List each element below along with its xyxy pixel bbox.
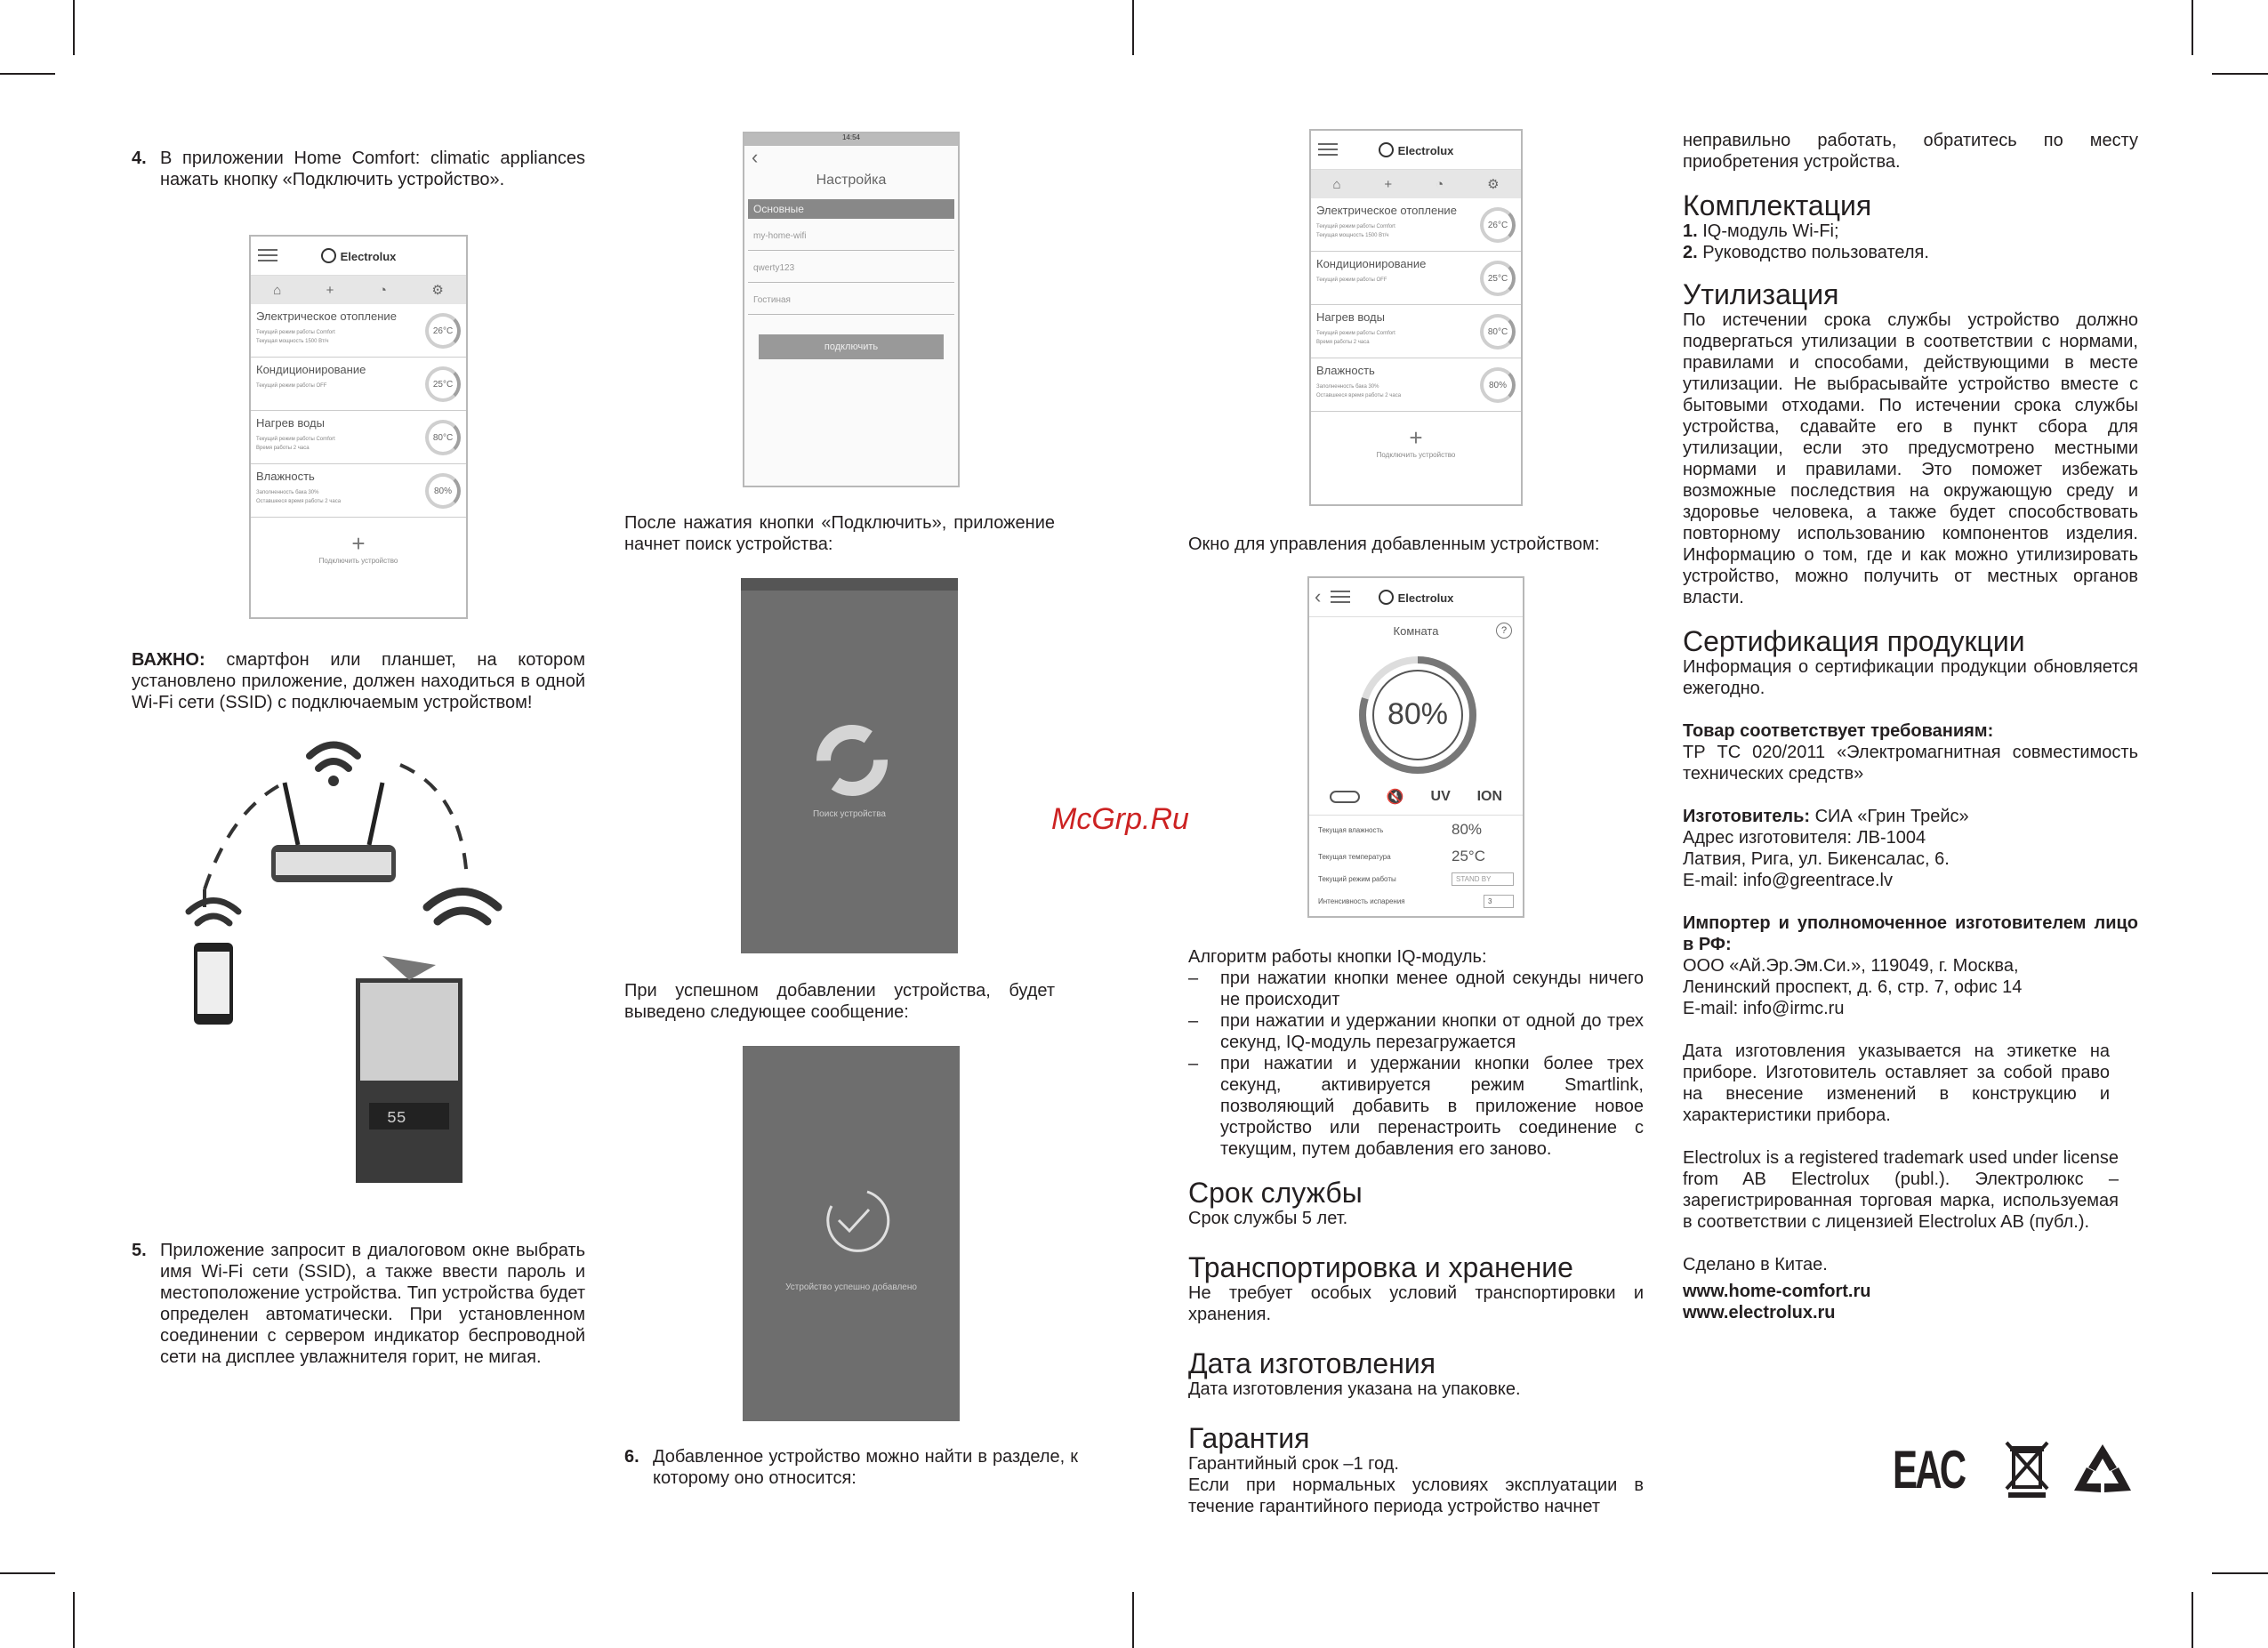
device-row-ac[interactable]: Кондиционирование Текущий режим работы OFF 25°C: [1311, 252, 1521, 305]
crop-mark: [73, 0, 75, 55]
service-life-text: Срок службы 5 лет.: [1188, 1209, 1348, 1228]
humidifier-display: 55: [387, 1110, 406, 1128]
kit-item: 2. Руководство пользователя.: [1683, 243, 1929, 262]
spinner-icon: [812, 720, 892, 800]
crop-mark: [0, 73, 55, 75]
device-params: Текущая влажность 80% Текущая температура 25°C Текущий режим работы STAND BY Интенсивность испарения 3: [1309, 815, 1523, 913]
kit-item: 1. IQ-модуль Wi-Fi;: [1683, 221, 1839, 241]
made-in-china: Сделано в Китае.: [1683, 1255, 1828, 1274]
control-toolbar: [1316, 788, 1516, 806]
brand-logo: Electrolux: [321, 248, 397, 263]
crop-mark: [0, 1572, 55, 1574]
step-4-number: 4.: [132, 149, 147, 168]
app-screen-searching: [741, 578, 958, 953]
humidifier-illustration: [356, 956, 462, 1183]
chart-icon[interactable]: ◔: [378, 282, 387, 298]
app-screen-success: [743, 1046, 960, 1421]
url-home-comfort[interactable]: www.home-comfort.ru: [1683, 1282, 1871, 1301]
manufacture-date-heading: Дата изготовления: [1188, 1347, 1436, 1379]
back-icon[interactable]: ‹: [752, 146, 759, 168]
trademark-note: Electrolux is a registered trademark used under license from AB Electrolux (publ.). Электролюкс – зарегистрированная торговая марка, используемая в соответствии с лицензией Electrolux AB (публ.).: [1683, 1148, 2119, 1232]
eac-mark: EAC: [1893, 1440, 1965, 1499]
lock-toggle-icon[interactable]: [1330, 791, 1360, 803]
crop-mark: [1132, 1592, 1134, 1648]
manufacturer-city: Латвия, Рига, ул. Бикенсалас, 6.: [1683, 849, 1950, 869]
disposal-text: По истечении срока службы устройство должно подвергаться утилизации в соответствии с нормами, правилами и способами, действующими в месте утилизации. Не выбрасывайте устройство вместе с бытовыми отходами. По истечении срока службы устройства, сдавайте его в пункт сбора для утилизации, если это предусмотрено местными нормами и правилами. Это поможет избежать возможные последствия на окружающую среду и здоровье человека, а также будет способствовать повторному использованию компонентов изделия. Информацию о том, где и как можно утилизировать устройство, можно получить от местных органов власти.: [1683, 310, 2138, 607]
checkmark-icon: [814, 1179, 894, 1259]
chart-icon[interactable]: ◔: [1436, 176, 1444, 192]
wifi-icon: [427, 892, 498, 922]
app-screen-device-list-added: [1309, 129, 1523, 506]
manufacturer-address: Адрес изготовителя: ЛВ-1004: [1683, 828, 1926, 848]
home-icon[interactable]: ⌂: [1332, 176, 1341, 192]
menu-icon[interactable]: [1318, 143, 1338, 156]
room-input[interactable]: Гостиная: [748, 283, 954, 315]
warranty-continued: неправильно работать, обратитесь по месту приобретения устройства.: [1683, 131, 2138, 172]
service-life-section: [1188, 1178, 1644, 1517]
manufacture-date-text: Дата изготовления указана на упаковке.: [1188, 1379, 1521, 1399]
add-device-label[interactable]: Подключить устройство: [318, 557, 398, 565]
wifi-icon: [310, 745, 358, 769]
add-icon[interactable]: +: [326, 282, 334, 298]
section-basic: Основные: [748, 199, 954, 219]
manufacturer-email: E-mail: info@greentrace.lv: [1683, 871, 1893, 890]
app-screen-device-list: [249, 235, 468, 619]
step-5-text: Приложение запросит в диалоговом окне выбрать имя Wi-Fi сети (SSID), а также ввести пароль и местоположение устройства. Тип устройства будет определен автоматически. При установленном соединении с сервером индикатор беспроводной сети на дисплее увлажнителя горит, не мигая.: [160, 1241, 585, 1367]
kit-heading: Комплектация: [1683, 189, 1872, 221]
device-row-ac[interactable]: Кондиционирование Текущий режим работы OFF 25°C: [251, 358, 466, 411]
help-icon[interactable]: ?: [1496, 623, 1512, 639]
wifi-connection-illustration: [178, 729, 516, 1210]
gear-icon[interactable]: ⚙: [1487, 177, 1500, 192]
disposal-heading: Утилизация: [1683, 278, 1839, 310]
device-row-heating[interactable]: Электрическое отопление Текущий режим работы Comfort Текущая мощность 1500 Вт/ч 26°C: [1311, 198, 1521, 252]
gear-icon[interactable]: ⚙: [431, 283, 444, 298]
algorithm-title: Алгоритм работы кнопки IQ-модуль:: [1188, 947, 1487, 967]
crop-mark: [2192, 0, 2193, 55]
mute-icon[interactable]: 🔇: [1386, 790, 1404, 805]
smartphone-icon: [194, 943, 233, 1025]
add-device-label[interactable]: Подключить устройство: [1376, 451, 1456, 459]
device-row-humidity[interactable]: Влажность Заполненность бака 30% Оставшееся время работы 2 часа 80%: [1311, 358, 1521, 412]
crop-mark: [2212, 73, 2268, 75]
menu-icon[interactable]: [1331, 591, 1350, 603]
brand-logo: Electrolux: [1379, 590, 1454, 605]
step-6: [624, 1446, 1078, 1489]
weee-bin-icon: [2005, 1441, 2049, 1498]
recycle-icon: [2071, 1441, 2135, 1499]
status-bar: [741, 578, 958, 591]
step-6-number: 6.: [624, 1447, 639, 1467]
important-text: смартфон или планшет, на котором установлено приложение, должен находиться в одной Wi-Fi сети (SSID) с подключаемым устройством!: [132, 650, 585, 712]
crop-mark: [2192, 1592, 2193, 1648]
importer-name: ООО «Ай.Эр.Эм.Си.», 119049, г. Москва,: [1683, 956, 2019, 976]
transport-heading: Транспортировка и хранение: [1188, 1251, 1573, 1283]
back-icon[interactable]: ‹: [1315, 585, 1322, 607]
device-row-humidity[interactable]: Влажность Заполненность бака 30% Оставшееся время работы 2 часа 80%: [251, 464, 466, 518]
wifi-icon: [189, 901, 238, 924]
device-row-water[interactable]: Нагрев воды Текущий режим работы Comfort Время работы 2 часа 80°C: [1311, 305, 1521, 358]
certification-text: Информация о сертификации продукции обновляется ежегодно.: [1683, 657, 2138, 698]
uv-button[interactable]: UV: [1430, 789, 1451, 804]
important-note: [132, 649, 585, 713]
brand-logo: Electrolux: [1379, 142, 1454, 157]
room-title: Комната ?: [1309, 624, 1523, 638]
crop-mark: [73, 1592, 75, 1648]
watermark: McGrp.Ru: [1051, 802, 1189, 836]
service-life-heading: Срок службы: [1188, 1177, 1363, 1209]
router-icon: [271, 783, 396, 882]
mode-select[interactable]: STAND BY: [1452, 872, 1514, 886]
add-device-icon[interactable]: +: [1409, 424, 1423, 451]
add-icon[interactable]: +: [1384, 176, 1393, 192]
warranty-period: Гарантийный срок –1 год.: [1188, 1454, 1399, 1474]
app-screen-settings: [743, 132, 960, 487]
intensity-select[interactable]: 3: [1484, 895, 1514, 908]
device-row-heating[interactable]: Электрическое отопление Текущий режим работы Comfort Текущая мощность 1500 Вт/ч 26°C: [251, 304, 466, 358]
warranty-text: Если при нормальных условиях эксплуатации в течение гарантийного периода устройство начнет: [1188, 1475, 1644, 1516]
search-label: Поиск устройства: [812, 809, 886, 819]
menu-icon[interactable]: [258, 249, 277, 261]
humidity-value: 80%: [1387, 697, 1449, 731]
ssid-input[interactable]: my-home-wifi: [748, 219, 954, 251]
algorithm-block: [1188, 946, 1644, 1160]
device-row-water[interactable]: Нагрев воды Текущий режим работы Comfort Время работы 2 часа 80°C: [251, 411, 466, 464]
transport-text: Не требует особых условий транспортировки и хранения.: [1188, 1283, 1644, 1324]
certification-heading: Сертификация продукции: [1683, 625, 2025, 657]
success-label: Устройство успешно добавлено: [785, 1282, 917, 1292]
step-4-text: В приложении Home Comfort: climatic appliances нажать кнопку «Подключить устройство».: [160, 149, 585, 189]
control-window-caption: Окно для управления добавленным устройством:: [1188, 535, 1600, 554]
importer-heading: Импортер и уполномоченное изготовителем лицо в РФ:: [1683, 913, 2138, 954]
password-input[interactable]: qwerty123: [748, 251, 954, 283]
home-icon[interactable]: ⌂: [273, 282, 282, 298]
algorithm-item: – при нажатии и удержании кнопки более трех секунд, активируется режим Smartlink, позволяющий добавить в приложение новое устройство или перенастроить соединение с текущим, путем добавления его заново.: [1188, 1054, 1644, 1159]
step-4: [132, 148, 585, 190]
importer-email: E-mail: info@irmc.ru: [1683, 999, 1845, 1018]
add-device-icon[interactable]: +: [351, 530, 366, 557]
app-screen-device-control: [1307, 576, 1524, 918]
ion-button[interactable]: ION: [1476, 789, 1503, 804]
algorithm-item: – при нажатии кнопки менее одной секунды ничего не происходит: [1188, 969, 1644, 1009]
column-4: [1683, 130, 2138, 1323]
requirements-heading: Товар соответствует требованиям:: [1683, 721, 1994, 741]
algorithm-item: – при нажатии и удержании кнопки от одной до трех секунд, IQ-модуль перезагружается: [1188, 1011, 1644, 1052]
important-label: ВАЖНО:: [132, 650, 205, 670]
requirements-text: ТР ТС 020/2011 «Электромагнитная совместимость технических средств»: [1683, 743, 2138, 784]
crop-mark: [2212, 1572, 2268, 1574]
success-caption: При успешном добавлении устройства, будет выведено следующее сообщение:: [624, 981, 1055, 1022]
importer-address: Ленинский проспект, д. 6, стр. 7, офис 14: [1683, 977, 2023, 997]
step-5-number: 5.: [132, 1241, 147, 1260]
manufacture-date-note: Дата изготовления указывается на этикетке на приборе. Изготовитель оставляет за собой право на внесение изменений в конструкцию и характеристики прибора.: [1683, 1041, 2110, 1125]
url-electrolux[interactable]: www.electrolux.ru: [1683, 1303, 1836, 1322]
app-tabs: [251, 276, 466, 304]
status-bar: 14:54: [744, 133, 958, 146]
warranty-heading: Гарантия: [1188, 1422, 1310, 1454]
settings-title: Настройка: [816, 173, 887, 188]
after-connect-caption: После нажатия кнопки «Подключить», приложение начнет поиск устройства:: [624, 513, 1055, 554]
connect-button[interactable]: подключить: [759, 334, 944, 359]
app-tabs: [1311, 170, 1521, 198]
step-5: [132, 1240, 585, 1368]
crop-mark: [1132, 0, 1134, 55]
manufacturer: Изготовитель: СИА «Грин Трейс»: [1683, 807, 1969, 826]
step-6-text: Добавленное устройство можно найти в разделе, к которому оно относится:: [653, 1447, 1078, 1488]
